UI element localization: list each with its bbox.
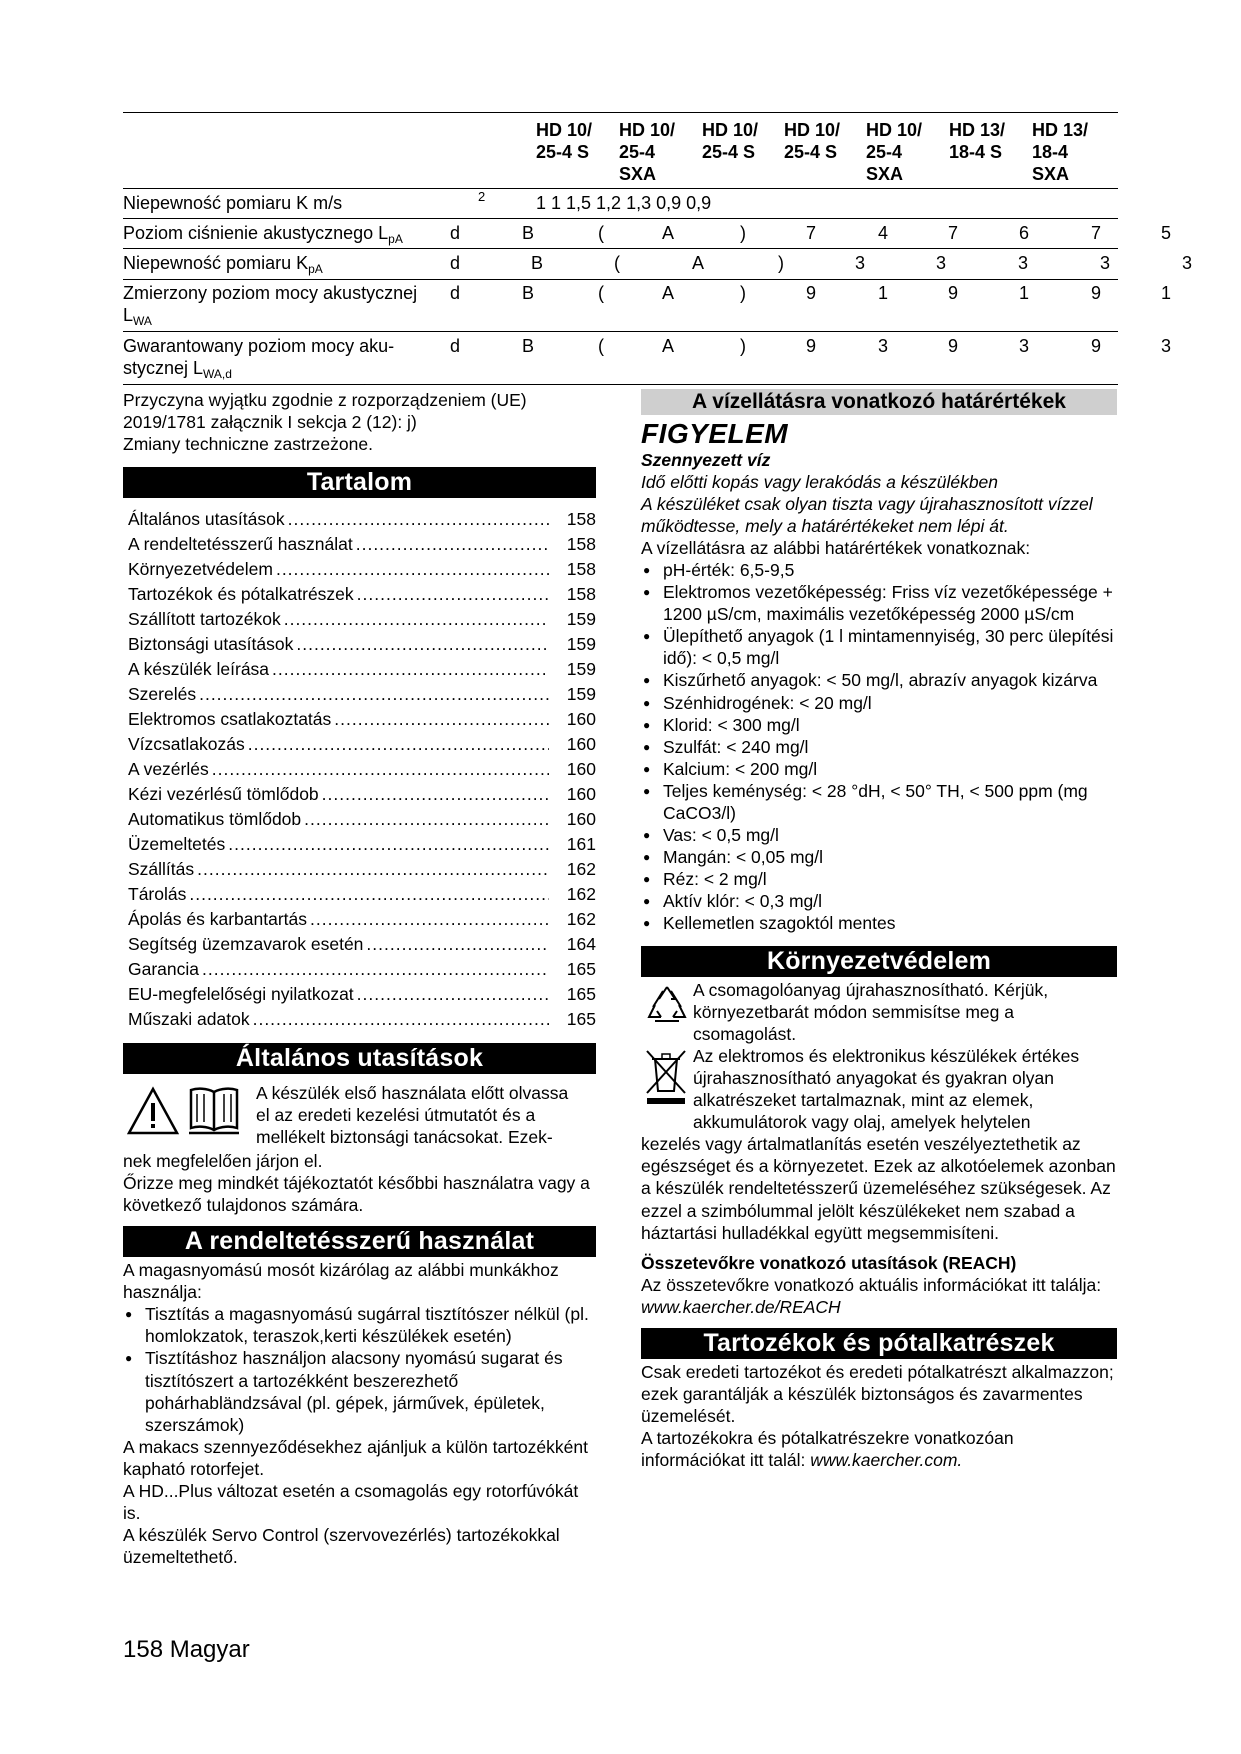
table-cell: 9	[1091, 283, 1102, 303]
table-row: Niepewność pomiaru $K_{pA}$	[123, 253, 323, 276]
toc-entry[interactable]	[123, 633, 596, 658]
technical-changes-note: Zmiany techniczne zastrzeżone.	[123, 434, 373, 455]
reach-link[interactable]: www.kaercher.de/REACH	[641, 1296, 841, 1317]
toc-entry-title: A vezérlés	[128, 759, 209, 780]
col-header: HD 10/ 25-4 SXA	[866, 120, 923, 184]
water-limits-list	[641, 559, 1117, 934]
toc-leader-dots	[197, 858, 549, 880]
list-item: ● Szénhidrogének: < 20 mg/l	[641, 692, 1117, 714]
page-footer: 158 Magyar	[123, 1636, 250, 1663]
toc-entry[interactable]	[123, 508, 596, 533]
toc-entry-page: 158	[566, 584, 596, 605]
accessories-heading: Tartozékok és pótalkatrészek	[641, 1328, 1117, 1359]
recycling-text: A csomagolóanyag újrahasznosítható. Kérjük, környezetbarát módon semmisítse meg a csomagolást.	[693, 980, 1049, 1045]
col-header: HD 10/ 25-4 SXA	[619, 120, 676, 184]
table-cell: 1	[1161, 283, 1172, 303]
table-rule	[123, 248, 1118, 249]
reach-text: Az összetevőkre vonatkozó aktuális információkat itt találja: www.kaercher.de/REACH	[641, 1274, 1102, 1317]
toc-entry-title: A készülék leírása	[128, 659, 270, 680]
table-cell: B	[522, 336, 535, 356]
table-cell: 5	[1161, 223, 1172, 243]
toc-entry[interactable]	[123, 858, 596, 883]
col-header: HD 13/ 18-4 SXA	[1032, 120, 1089, 184]
toc-entry-title: Ápolás és karbantartás	[128, 909, 307, 930]
toc-entry-page: 160	[566, 709, 596, 730]
table-cell: (	[614, 253, 620, 273]
toc-entry-title: Szerelés	[128, 684, 197, 705]
toc-entry-page: 159	[566, 609, 596, 630]
list-item: ● Teljes keménység: < 28 °dH, < 50° TH, < 500 ppm (mg CaCO3/l)	[641, 780, 1117, 824]
table-cell: 4	[878, 223, 889, 243]
toc-entry[interactable]	[123, 608, 596, 633]
table-cell: 3	[878, 336, 889, 356]
table-rule-top	[123, 112, 1118, 113]
general-intro	[123, 1082, 596, 1150]
list-item: ● Kiszűrhető anyagok: < 50 mg/l, abrazív anyagok kizárva	[641, 669, 1117, 691]
table-cell: 1	[1019, 283, 1030, 303]
table-rule	[123, 279, 1118, 280]
servo-control-note: A készülék Servo Control (szervovezérlés) tartozékokkal üzemeltethető.	[123, 1524, 560, 1567]
list-item: ● Klorid: < 300 mg/l	[641, 714, 1117, 736]
list-item: ● Kalcium: < 200 mg/l	[641, 758, 1117, 780]
col-header: HD 10/ 25-4 S	[784, 120, 841, 162]
table-cell: A	[692, 253, 705, 273]
toc-leader-dots	[357, 583, 549, 605]
crossed-bin-icon	[643, 1047, 689, 1105]
water-limits-intro: A vízellátásra az alábbi határértékek vonatkoznak:	[641, 538, 1031, 559]
toc-leader-dots	[189, 883, 549, 905]
manual-book-icon	[187, 1084, 241, 1136]
general-keep-note: Őrizze meg mindkét tájékoztatót későbbi használatra vagy a következő tulajdonos számára.	[123, 1173, 590, 1216]
toc-entry[interactable]	[123, 758, 596, 783]
table-cell: 3	[1182, 253, 1193, 273]
warning-title: FIGYELEM	[641, 418, 789, 449]
weee-paragraph	[641, 1045, 1117, 1133]
toc-leader-dots	[288, 508, 549, 530]
toc-leader-dots	[356, 533, 549, 555]
toc-entry-page: 158	[566, 534, 596, 555]
toc-entry[interactable]	[123, 883, 596, 908]
table-row: Poziom ciśnienie akustycznego $L_{pA}$	[123, 223, 403, 246]
toc-entry[interactable]	[123, 908, 596, 933]
toc-leader-dots	[199, 683, 549, 705]
plus-variant-note: A HD...Plus változat esetén a csomagolás egy rotorfúvókát is.	[123, 1480, 579, 1523]
accessories-info: A tartozékokra és pótalkatrészekre vonatkozóan információkat itt talál: www.kaercher.com.	[641, 1427, 1014, 1470]
toc-entry[interactable]	[123, 583, 596, 608]
general-text-line: el az eredeti kezelési útmutatót és a	[256, 1105, 536, 1126]
toc-entry-page: 162	[566, 884, 596, 905]
toc-leader-dots	[276, 558, 549, 580]
toc-entry-title: Szállítás	[128, 859, 195, 880]
toc-leader-dots	[212, 758, 549, 780]
list-item: ● Mangán: < 0,05 mg/l	[641, 846, 1117, 868]
toc-entry-page: 165	[566, 959, 596, 980]
table-row: Gwarantowany poziom mocy aku- stycznej $L_{WA,d}$	[123, 336, 395, 381]
table-cell: d	[450, 283, 461, 303]
toc-entry[interactable]	[123, 733, 596, 758]
toc-entry-title: Tárolás	[128, 884, 187, 905]
toc-entry-page: 161	[566, 834, 596, 855]
table-cell: 3	[936, 253, 947, 273]
table-cell: 3	[1019, 336, 1030, 356]
toc-entry[interactable]	[123, 808, 596, 833]
table-cell: 3	[1100, 253, 1111, 273]
warning-subtitle: Szennyezett víz	[641, 450, 771, 470]
table-cell: (	[598, 223, 604, 243]
table-cell: 9	[1091, 336, 1102, 356]
toc-entry-title: Garancia	[128, 959, 200, 980]
toc-entry-title: A rendeltetésszerű használat	[128, 534, 353, 555]
toc-entry-page: 160	[566, 759, 596, 780]
table-cell: 9	[806, 336, 817, 356]
table-cell: 9	[948, 336, 959, 356]
table-cell: )	[778, 253, 784, 273]
table-cell: 9	[948, 283, 959, 303]
toc-entry[interactable]	[123, 708, 596, 733]
toc-entry[interactable]	[123, 983, 596, 1008]
toc-entry-page: 159	[566, 684, 596, 705]
list-item: ● Vas: < 0,5 mg/l	[641, 824, 1117, 846]
table-cell: 7	[948, 223, 959, 243]
table-rule	[123, 384, 1118, 385]
toc-entry-page: 162	[566, 859, 596, 880]
list-item: ● Ülepíthető anyagok (1 l mintamennyiség, 30 perc ülepítési idő): < 0,5 mg/l	[641, 625, 1117, 669]
table-cell: 1 1 1,5 1,2 1,3 0,9 0,9	[536, 193, 712, 213]
table-rule	[123, 331, 1118, 332]
left-column	[123, 389, 596, 1568]
warning-text: A készüléket csak olyan tiszta vagy újrahasznosított vízzel működtesse, mely a határértékeket nem lépi át.	[641, 494, 1093, 537]
table-cell: A	[662, 283, 675, 303]
toc-entry-title: Kézi vezérlésű tömlődob	[128, 784, 319, 805]
col-header: HD 13/ 18-4 S	[949, 120, 1006, 162]
table-cell: d	[450, 223, 461, 243]
table-cell: )	[740, 336, 746, 356]
accessories-text: Csak eredeti tartozékot és eredeti pótalkatrészt alkalmazzon; ezek garantálják a készülék biztonságos és zavarmentes üzemelését.	[641, 1361, 1114, 1426]
toc-entry[interactable]	[123, 558, 596, 583]
kaercher-link[interactable]: www.kaercher.com.	[810, 1449, 963, 1470]
exception-note: Przyczyna wyjątku zgodnie z rozporządzeniem (UE) 2019/1781 załącznik I sekcja 2 (12): j)	[123, 390, 527, 433]
recycling-paragraph	[641, 979, 1117, 1045]
toc-entry-page: 160	[566, 784, 596, 805]
toc-entry-page: 165	[566, 1009, 596, 1030]
table-cell: A	[662, 336, 675, 356]
table-cell: 9	[806, 283, 817, 303]
toc-entry[interactable]	[123, 533, 596, 558]
table-cell: A	[662, 223, 675, 243]
toc-entry-title: Szállított tartozékok	[128, 609, 281, 630]
toc-entry[interactable]	[123, 683, 596, 708]
toc-entry-page: 160	[566, 809, 596, 830]
intended-use-list	[123, 1303, 596, 1435]
toc-leader-dots	[248, 733, 549, 755]
warning-triangle-icon	[127, 1086, 179, 1136]
list-item: ● Elektromos vezetőképesség: Friss víz vezetőképessége + 1200 µS/cm, maximális vezetőképesség 2000 µS/cm	[641, 581, 1117, 625]
toc-entry-title: Biztonsági utasítások	[128, 634, 294, 655]
list-item: ● Réz: < 2 mg/l	[641, 868, 1117, 890]
table-cell: 3	[855, 253, 866, 273]
table-cell: )	[740, 283, 746, 303]
reach-heading: Összetevőkre vonatkozó utasítások (REACH)	[641, 1252, 1017, 1273]
table-cell: d	[450, 253, 461, 273]
col-header: HD 10/ 25-4 S	[702, 120, 759, 162]
table-cell: (	[598, 336, 604, 356]
list-item: ● Kellemetlen szagoktól mentes	[641, 912, 1117, 934]
toc-entry[interactable]	[123, 1008, 596, 1033]
rotor-note: A makacs szennyeződésekhez ajánljuk a külön tartozékként kapható rotorfejet.	[123, 1436, 588, 1479]
table-cell: 1	[878, 283, 889, 303]
toc-entry-title: EU-megfelelőségi nyilatkozat	[128, 984, 354, 1005]
list-item: ● Szulfát: < 240 mg/l	[641, 736, 1117, 758]
toc-entry-page: 164	[566, 934, 596, 955]
table-cell: )	[740, 223, 746, 243]
general-text-line: A készülék első használata előtt olvassa	[256, 1083, 569, 1104]
environment-heading: Környezetvédelem	[641, 946, 1117, 977]
list-item: ● Aktív klór: < 0,3 mg/l	[641, 890, 1117, 912]
general-text-line: nek megfelelően járjon el.	[123, 1151, 323, 1172]
toc-leader-dots	[202, 958, 549, 980]
toc-entry-page: 158	[566, 559, 596, 580]
table-cell: B	[522, 223, 535, 243]
toc-leader-dots	[296, 633, 549, 655]
list-item: ● pH-érték: 6,5-9,5	[641, 559, 1117, 581]
table-rule	[123, 218, 1118, 219]
table-cell: B	[522, 283, 535, 303]
toc-entry-page: 165	[566, 984, 596, 1005]
list-item: ● Tisztításhoz használjon alacsony nyomású sugarat és tisztítószert a tartozékként beszerezhető pohárhabländzsával (pl. gépek, járművek, épületek, szerszámok)	[123, 1347, 596, 1435]
toc-entry-page: 160	[566, 734, 596, 755]
toc-leader-dots	[322, 783, 549, 805]
toc-leader-dots	[357, 983, 549, 1005]
toc-entry-title: Üzemeltetés	[128, 834, 226, 855]
toc-leader-dots	[310, 908, 549, 930]
toc-entry-page: 158	[566, 509, 596, 530]
toc-entry-title: Elektromos csatlakoztatás	[128, 709, 332, 730]
general-text-line: mellékelt biztonsági tanácsokat. Ezek-	[256, 1127, 553, 1148]
recycling-icon	[645, 983, 689, 1025]
water-limits-heading: A vízellátásra vonatkozó határértékek	[641, 389, 1117, 415]
weee-text-continued: kezelés vagy ártalmatlanítás esetén veszélyeztethetik az egészséget és a környezetet. Ezek az alkotóelemek azonban a készülék rendeltetésszerű üzemeléséhez szükségesek. Az ezzel a szimbólummal jelölt készülékeket nem szabad a háztartási hulladékkal együtt megsemmisíteni.	[641, 1134, 1116, 1243]
toc-leader-dots	[253, 1008, 549, 1030]
toc-entry-title: Műszaki adatok	[128, 1009, 250, 1030]
toc-leader-dots	[272, 658, 549, 680]
toc-leader-dots	[334, 708, 549, 730]
table-cell: 7	[806, 223, 817, 243]
toc-entry-page: 159	[566, 659, 596, 680]
toc-entry[interactable]	[123, 658, 596, 683]
right-column	[641, 389, 1117, 1471]
toc	[123, 508, 596, 1033]
toc-entry-title: Általános utasítások	[128, 509, 285, 530]
intended-use-heading: A rendeltetésszerű használat	[123, 1226, 596, 1257]
toc-entry-title: Környezetvédelem	[128, 559, 273, 580]
toc-leader-dots	[304, 808, 549, 830]
table-cell: B	[531, 253, 544, 273]
table-cell: d	[450, 336, 461, 356]
general-heading: Általános utasítások	[123, 1043, 596, 1074]
list-item: ● Tisztítás a magasnyomású sugárral tisztítószer nélkül (pl. homlokzatok, teraszok,kerti készülékek esetén)	[123, 1303, 596, 1347]
table-cell: 3	[1018, 253, 1029, 273]
toc-heading: Tartalom	[123, 467, 596, 498]
intended-use-intro: A magasnyomású mosót kizárólag az alábbi munkákhoz használja:	[123, 1260, 559, 1303]
table-cell: 7	[1091, 223, 1102, 243]
table-row: Zmierzony poziom mocy akustycznej $L_{WA}$	[123, 283, 418, 328]
table-cell: 6	[1019, 223, 1030, 243]
table-cell: 3	[1161, 336, 1172, 356]
toc-entry-title: Automatikus tömlődob	[128, 809, 302, 830]
toc-entry-page: 159	[566, 634, 596, 655]
toc-entry[interactable]	[123, 933, 596, 958]
warning-text: Idő előtti kopás vagy lerakódás a készülékben	[641, 472, 999, 493]
table-rule	[123, 188, 1118, 189]
table-cell: 2	[478, 189, 486, 204]
toc-entry[interactable]	[123, 783, 596, 808]
toc-entry-title: Segítség üzemzavarok esetén	[128, 934, 364, 955]
toc-leader-dots	[284, 608, 549, 630]
toc-entry-title: Vízcsatlakozás	[128, 734, 245, 755]
toc-entry-title: Tartozékok és pótalkatrészek	[128, 584, 354, 605]
toc-leader-dots	[228, 833, 549, 855]
col-header: HD 10/ 25-4 S	[536, 120, 593, 162]
table-cell: (	[598, 283, 604, 303]
weee-text: Az elektromos és elektronikus készülékek értékes újrahasznosítható anyagokat és gyakran olyan alkatrészeket tartalmaznak, mint az elemek, akkumulátorok vagy olaj, amelyek helytelen	[693, 1046, 1080, 1133]
table-row: Niepewność pomiaru K m/s	[123, 193, 343, 213]
toc-entry[interactable]	[123, 833, 596, 858]
toc-entry[interactable]	[123, 958, 596, 983]
toc-leader-dots	[366, 933, 549, 955]
toc-entry-page: 162	[566, 909, 596, 930]
